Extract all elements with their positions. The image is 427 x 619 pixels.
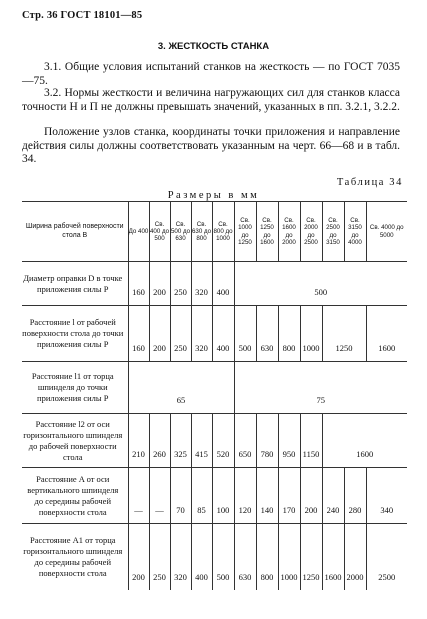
table-cell: 1150 [300, 414, 322, 468]
table-cell: 340 [366, 468, 407, 524]
table-cell: 500 [212, 524, 234, 590]
table-cell: 200 [149, 262, 170, 306]
header-col-8: Св. 1600 до 2000 [278, 202, 300, 262]
table-caption: Размеры в мм [167, 190, 260, 201]
table-cell: — [149, 468, 170, 524]
table-cell: 320 [170, 524, 191, 590]
table-cell: 415 [191, 414, 212, 468]
table-row [22, 362, 407, 414]
header-col-5: Св. 800 до 1000 [212, 202, 234, 262]
table-cell: 100 [212, 468, 234, 524]
table-cell: 250 [149, 524, 170, 590]
table-cell: 250 [170, 306, 191, 362]
table-cell: 200 [149, 306, 170, 362]
table-cell: 140 [256, 468, 278, 524]
table-cell: 1600 [366, 306, 407, 362]
table-cell-span: 500 [234, 262, 407, 306]
table-cell: 500 [234, 306, 256, 362]
table-cell: 780 [256, 414, 278, 468]
table-cell: 800 [256, 524, 278, 590]
paragraph-3-1: 3.1. Общие условия испытаний станков на жесткость — по ГОСТ 7035—75. [22, 61, 400, 87]
table-cell: 1600 [322, 524, 344, 590]
table-cell: 1000 [300, 306, 322, 362]
table-cell: 630 [256, 306, 278, 362]
table-row [22, 306, 407, 362]
table-cell: — [128, 468, 149, 524]
table-cell: 630 [234, 524, 256, 590]
header-col-12: Св. 4000 до 5000 [366, 202, 407, 262]
table-cell: 400 [191, 524, 212, 590]
table-row [22, 414, 407, 468]
table-cell: 85 [191, 468, 212, 524]
table-header-row [22, 202, 407, 262]
table-cell: 210 [128, 414, 149, 468]
table-cell-span: 75 [234, 362, 407, 414]
section-title: 3. ЖЕСТКОСТЬ СТАНКА [157, 41, 270, 52]
header-col-6: Св. 1000 до 1250 [234, 202, 256, 262]
table-cell: 400 [212, 262, 234, 306]
header-col-2: Св. 400 до 500 [149, 202, 170, 262]
table-cell: 70 [170, 468, 191, 524]
row-label: Расстояние l от рабочей поверхности стола до точки приложения силы P [22, 306, 128, 362]
table-row [22, 262, 407, 306]
table-cell: 950 [278, 414, 300, 468]
header-col-10: Св. 2500 до 3150 [322, 202, 344, 262]
table-cell-span: 1600 [322, 414, 407, 468]
table-cell: 170 [278, 468, 300, 524]
header-col-11: Св. 3150 до 4000 [344, 202, 366, 262]
table-cell: 800 [278, 306, 300, 362]
table-cell-span: 65 [128, 362, 234, 414]
page-header: Стр. 36 ГОСТ 18101—85 [22, 10, 143, 21]
header-table-width: Ширина рабочей поверхности стола B [22, 202, 128, 262]
row-label: Расстояние l2 от оси горизонтального шпинделя до рабочей поверхности стола [22, 414, 128, 468]
table-cell: 260 [149, 414, 170, 468]
header-col-4: Св. 630 до 800 [191, 202, 212, 262]
table-cell: 250 [170, 262, 191, 306]
table-cell: 650 [234, 414, 256, 468]
row-label: Расстояние l1 от торца шпинделя до точки приложения силы P [22, 362, 128, 414]
table-cell: 2500 [366, 524, 407, 590]
table-cell: 200 [128, 524, 149, 590]
paragraph-3-2: 3.2. Нормы жесткости и величина нагружающих сил для станков класса точности Н и П не должны превышать значений, указанных в пп. 3.2.1, 3.2.2. [22, 87, 400, 113]
table-cell: 280 [344, 468, 366, 524]
table-cell: 320 [191, 306, 212, 362]
table-cell: 320 [191, 262, 212, 306]
table-cell: 200 [300, 468, 322, 524]
table-cell: 2000 [344, 524, 366, 590]
header-col-1: До 400 [128, 202, 149, 262]
table-cell: 1250 [300, 524, 322, 590]
row-label: Диаметр оправки D в точке приложения силы P [22, 262, 128, 306]
table-cell-span: 1250 [322, 306, 366, 362]
header-col-3: Св. 500 до 630 [170, 202, 191, 262]
header-col-9: Св. 2000 до 2500 [300, 202, 322, 262]
table-cell: 120 [234, 468, 256, 524]
table-cell: 160 [128, 262, 149, 306]
table-title: Таблица 34 [336, 177, 403, 188]
table-cell: 240 [322, 468, 344, 524]
norms-table [22, 201, 407, 590]
header-col-7: Св. 1250 до 1600 [256, 202, 278, 262]
table-cell: 160 [128, 306, 149, 362]
table-cell: 520 [212, 414, 234, 468]
table-cell: 1000 [278, 524, 300, 590]
row-label: Расстояние A1 от торца горизонтального шпинделя до середины рабочей поверхности стола [23, 534, 123, 578]
paragraph-position: Положение узлов станка, координаты точки приложения и направление действия силы должны соответствовать указанным на черт. 66—68 и в табл. 34. [22, 126, 400, 165]
table-row [22, 524, 407, 590]
table-cell: 325 [170, 414, 191, 468]
table-cell: 400 [212, 306, 234, 362]
table-row [22, 468, 407, 524]
row-label: Расстояние A от оси вертикального шпинделя до середины рабочей поверхности стола [22, 468, 128, 524]
